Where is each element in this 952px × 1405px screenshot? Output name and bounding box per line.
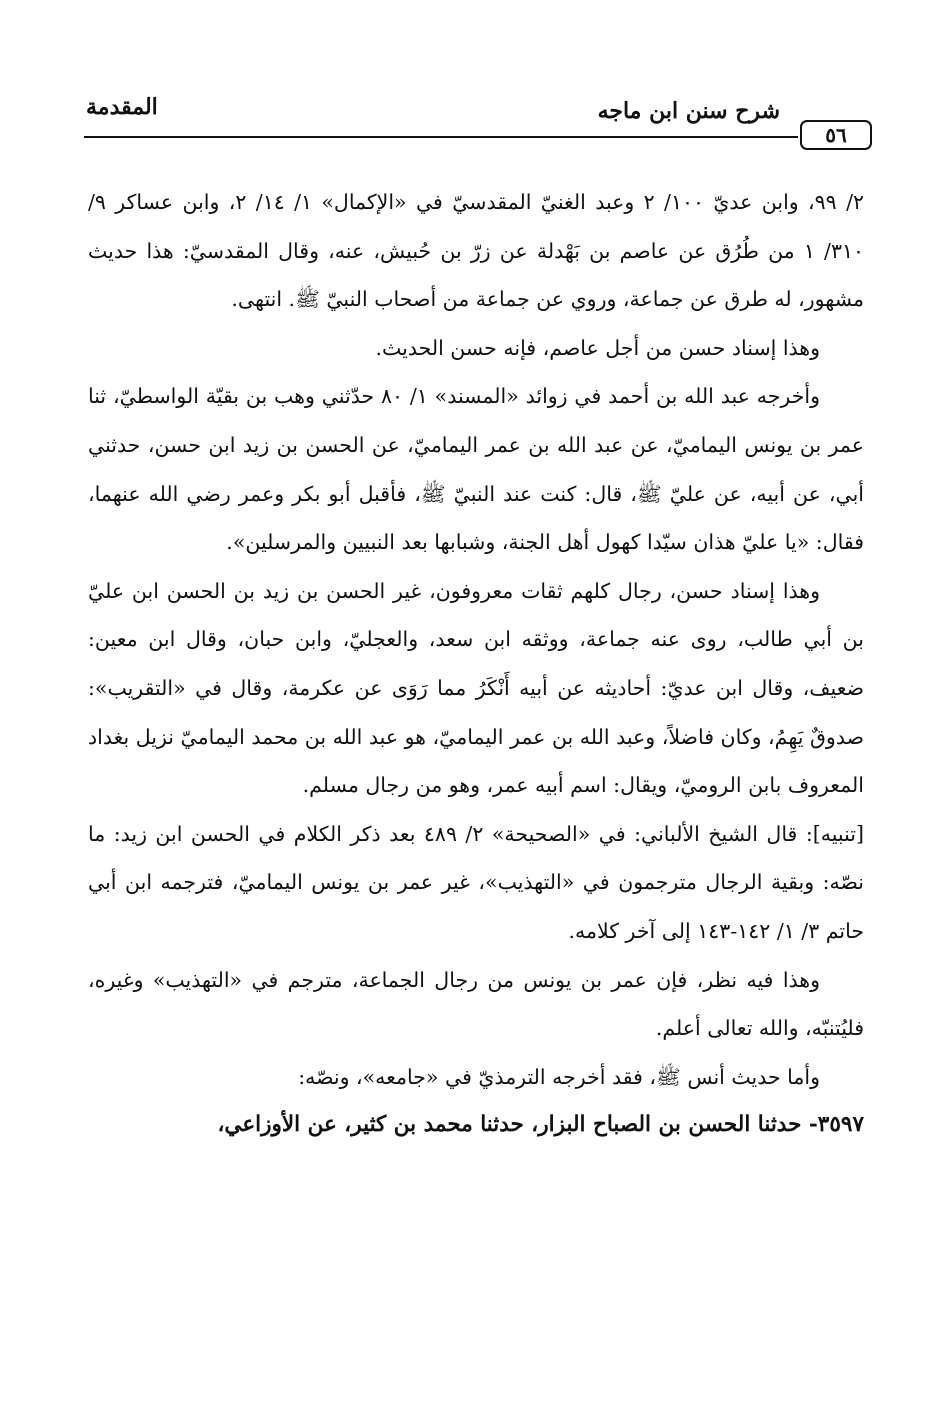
hadith-heading: ٣٥٩٧- حدثنا الحسن بن الصباح البزار، حدثنا محمد بن كثير، عن الأوزاعي، — [217, 1112, 864, 1138]
header-rule — [84, 136, 798, 138]
paragraph: وأما حديث أنس ﷺ، فقد أخرجه الترمذيّ في «جامعه»، ونصّه: — [298, 1064, 820, 1089]
paragraph: وأخرجه عبد الله بن أحمد في زوائد «المسند» ١/ ٨٠ حدّثني وهب بن بقيّة الواسطيّ، ثنا عمر بن يونس اليماميّ، عن عبد الله بن عمر اليماميّ، عن الحسن بن زيد ابن حسن، حدثني أبي، عن أبيه، عن عليّ ﷺ، قال: كنت عند النبيّ ﷺ، فأقبل أبو بكر وعمر رضي الله عنهما، فقال: «يا عليّ هذان سيّدا كهول أهل الجنة، وشبابها بعد النبيين والمرسلين». — [88, 384, 864, 555]
section-title: المقدمة — [86, 94, 158, 120]
paragraph: ٢/ ٩٩، وابن عديّ ١٠٠/ ٢ وعبد الغنيّ المقدسيّ في «الإكمال» ١/ ١٤/ ٢، وابن عساكر ٩/ ٣١٠/ ١ من طُرُق عن عاصم بن بَهْدلة عن زرّ بن حُبيش، عنه، وقال المقدسيّ: هذا حديث مشهور، له طرق عن جماعة، وروي عن جماعة من أصحاب النبيّ ﷺ. انتهى. — [88, 190, 864, 312]
paragraph: وهذا إسناد حسن، رجال كلهم ثقات معروفون، غير الحسن بن زيد بن الحسن ابن عليّ بن أبي طالب، روى عنه جماعة، ووثقه ابن سعد، والعجليّ، وابن حبان، وقال ابن معين: ضعيف، وقال ابن عديّ: أحاديثه عن أبيه أَنْكَرُ مما رَوَى عن عكرمة، وقال في «التقريب»: صدوقٌ يَهِمُ، وكان فاضلاً، وعبد الله بن عمر اليماميّ، هو عبد الله بن محمد اليماميّ نزيل بغداد المعروف بابن الروميّ، ويقال: اسم أبيه عمر، وهو من رجال مسلم. — [88, 578, 864, 798]
page-header — [80, 92, 872, 162]
paragraph: وهذا إسناد حسن من أجل عاصم، فإنه حسن الحديث. — [375, 335, 820, 360]
paragraph: وهذا فيه نظر، فإن عمر بن يونس من رجال الجماعة، مترجم في «التهذيب» وغيره، فليُتنبّه، والله تعالى أعلم. — [88, 967, 864, 1041]
paragraph: [تنبيه]: قال الشيخ الألباني: في «الصحيحة» ٢/ ٤٨٩ بعد ذكر الكلام في الحسن ابن زيد: ما نصّه: وبقية الرجال مترجمون في «التهذيب»، غير عمر بن يونس اليماميّ، فترجمه ابن أبي حاتم ٣/ ١/ ١٤٢-١٤٣ إلى آخر كلامه. — [88, 821, 864, 943]
page-number: ٥٦ — [800, 120, 872, 150]
book-title: شرح سنن ابن ماجه — [597, 98, 780, 124]
page-body — [88, 178, 864, 1150]
